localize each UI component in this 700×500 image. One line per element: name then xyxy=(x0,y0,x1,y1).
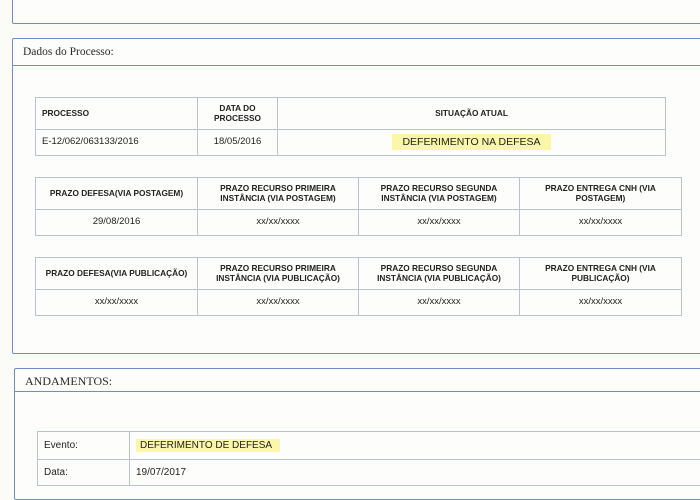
processo-value: E-12/062/063133/2016 xyxy=(36,130,198,156)
prazos-postagem-table xyxy=(35,177,682,236)
prazo-defesa-postagem-value: 29/08/2016 xyxy=(36,210,198,236)
prazo-recurso-primeira-postagem-value: xx/xx/xxxx xyxy=(198,210,359,236)
process-table xyxy=(35,97,666,156)
header-data-processo: DATA DO PROCESSO xyxy=(198,98,278,130)
prazo-entrega-cnh-postagem-value: xx/xx/xxxx xyxy=(520,210,682,236)
prazo-entrega-cnh-publicacao-value: xx/xx/xxxx xyxy=(520,290,682,316)
evento-value: DEFERIMENTO DE DEFESA xyxy=(136,439,280,452)
header-prazo-defesa-postagem: PRAZO DEFESA(VIA POSTAGEM) xyxy=(36,178,198,210)
andamento-event-table xyxy=(37,431,700,486)
header-prazo-entrega-cnh-postagem: PRAZO ENTREGA CNH (VIA POSTAGEM) xyxy=(520,178,682,210)
dados-processo-header xyxy=(13,39,700,66)
data-processo-value: 18/05/2016 xyxy=(198,130,278,156)
evento-label: Evento: xyxy=(38,432,130,460)
andamentos-title: ANDAMENTOS: xyxy=(25,374,112,389)
prazo-recurso-primeira-publicacao-value: xx/xx/xxxx xyxy=(198,290,359,316)
header-prazo-recurso-segunda-publicacao: PRAZO RECURSO SEGUNDA INSTÂNCIA (VIA PUBLICAÇÃO) xyxy=(359,258,520,290)
dados-processo-title: Dados do Processo: xyxy=(23,46,114,58)
prazo-defesa-publicacao-value: xx/xx/xxxx xyxy=(36,290,198,316)
situacao-cell xyxy=(278,130,666,156)
header-prazo-defesa-publicacao: PRAZO DEFESA(VIA PUBLICAÇÃO) xyxy=(36,258,198,290)
evento-cell xyxy=(130,432,700,460)
top-panel-fragment xyxy=(12,0,700,24)
dados-processo-panel xyxy=(12,38,700,354)
data-label: Data: xyxy=(38,460,130,486)
prazos-publicacao-table xyxy=(35,257,682,316)
data-value: 19/07/2017 xyxy=(130,460,700,486)
prazo-recurso-segunda-publicacao-value: xx/xx/xxxx xyxy=(359,290,520,316)
andamentos-header xyxy=(15,369,700,392)
header-prazo-recurso-segunda-postagem: PRAZO RECURSO SEGUNDA INSTÂNCIA (VIA POSTAGEM) xyxy=(359,178,520,210)
situacao-value: DEFERIMENTO NA DEFESA xyxy=(392,134,550,150)
andamentos-panel xyxy=(14,368,700,500)
header-prazo-recurso-primeira-postagem: PRAZO RECURSO PRIMEIRA INSTÂNCIA (VIA POSTAGEM) xyxy=(198,178,359,210)
header-situacao-atual: SITUAÇÃO ATUAL xyxy=(278,98,666,130)
header-processo: PROCESSO xyxy=(36,98,198,130)
header-prazo-recurso-primeira-publicacao: PRAZO RECURSO PRIMEIRA INSTÂNCIA (VIA PUBLICAÇÃO) xyxy=(198,258,359,290)
prazo-recurso-segunda-postagem-value: xx/xx/xxxx xyxy=(359,210,520,236)
header-prazo-entrega-cnh-publicacao: PRAZO ENTREGA CNH (VIA PUBLICAÇÃO) xyxy=(520,258,682,290)
